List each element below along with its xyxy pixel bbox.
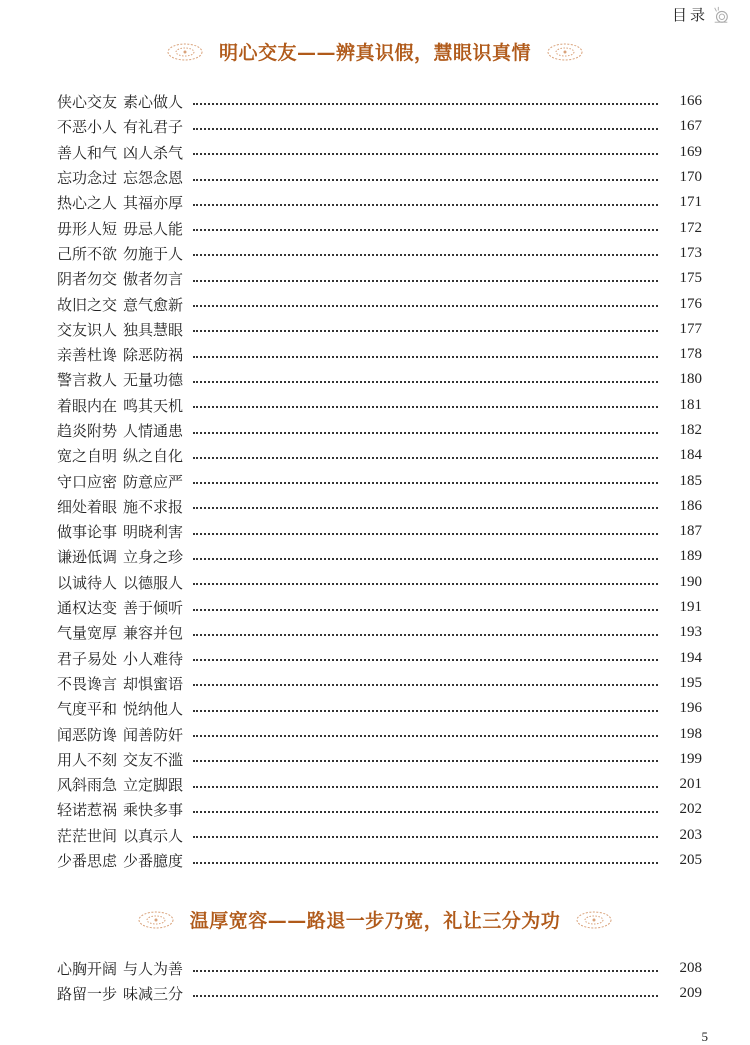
dot-leader — [193, 558, 658, 560]
dot-leader — [193, 659, 658, 661]
dot-leader — [193, 229, 658, 231]
entry-page-number: 170 — [679, 169, 702, 186]
entry-page-number: 181 — [679, 396, 702, 413]
entry-title-part2: 其福亦厚 — [123, 194, 184, 213]
toc-entry[interactable] — [57, 797, 702, 822]
entry-title-part1: 用人不刻 — [57, 750, 118, 769]
dot-leader — [193, 103, 658, 105]
entry-title-part1: 细处着眼 — [57, 497, 118, 516]
entry-title-part2: 素心做人 — [123, 93, 184, 112]
entry-title-part1: 气度平和 — [57, 700, 118, 719]
entry-page-number: 186 — [679, 497, 702, 514]
entry-title-part1: 风斜雨急 — [57, 776, 118, 795]
entry-title-part2: 善于倾听 — [123, 599, 184, 618]
toc-entry[interactable] — [57, 494, 702, 519]
toc-entry[interactable] — [57, 747, 702, 772]
entry-title-part1: 善人和气 — [57, 143, 118, 162]
entry-title-part1: 忘功念过 — [57, 169, 118, 188]
dot-leader — [193, 457, 658, 459]
entry-title-part1: 警言救人 — [57, 371, 118, 390]
entry-title-part2: 凶人杀气 — [123, 143, 184, 162]
dot-leader — [193, 811, 658, 813]
toc-entry[interactable] — [57, 823, 702, 848]
entry-title-part1: 轻诺惹祸 — [57, 801, 118, 820]
toc-entry[interactable] — [57, 519, 702, 544]
toc-entry[interactable] — [57, 468, 702, 493]
entry-title-part2: 傲者勿言 — [123, 270, 184, 289]
dot-leader — [193, 684, 658, 686]
toc-entry[interactable] — [57, 317, 702, 342]
toc-entry[interactable] — [57, 443, 702, 468]
entry-title-part2: 意气愈新 — [123, 295, 184, 314]
dot-leader — [193, 583, 658, 585]
toc-entry[interactable] — [57, 772, 702, 797]
entry-title-part2: 立定脚跟 — [123, 776, 184, 795]
section-heading-1 — [0, 38, 750, 65]
toc-entry[interactable] — [57, 418, 702, 443]
dot-leader — [193, 710, 658, 712]
entry-title-part2: 以德服人 — [123, 573, 184, 592]
toc-entry[interactable] — [57, 165, 702, 190]
toc-entry[interactable] — [57, 620, 702, 645]
entry-title-part2: 以真示人 — [123, 826, 184, 845]
entry-page-number: 173 — [679, 244, 702, 261]
entry-page-number: 176 — [679, 295, 702, 312]
dot-leader — [193, 482, 658, 484]
entry-title-part2: 与人为善 — [123, 960, 184, 979]
toc-entry[interactable] — [57, 367, 702, 392]
entry-title-part1: 阴者勿交 — [57, 270, 118, 289]
entry-title-part2: 忘怨念恩 — [123, 169, 184, 188]
dot-leader — [193, 305, 658, 307]
entry-title-part1: 热心之人 — [57, 194, 118, 213]
entry-page-number: 201 — [679, 776, 702, 793]
entry-title-part1: 守口应密 — [57, 472, 118, 491]
dot-leader — [193, 254, 658, 256]
entry-title-part1: 少番思虑 — [57, 852, 118, 871]
entry-page-number: 172 — [679, 219, 702, 236]
entry-title-part1: 不畏谗言 — [57, 674, 118, 693]
entry-page-number: 180 — [679, 371, 702, 388]
entry-title-part1: 气量宽厚 — [57, 624, 118, 643]
entry-title-part1: 做事论事 — [57, 523, 118, 542]
entry-page-number: 175 — [679, 270, 702, 287]
section-title: 明心交友——辨真识假，慧眼识真情 — [218, 42, 531, 64]
dot-leader — [193, 634, 658, 636]
ornament-left-icon — [136, 908, 176, 932]
dot-leader — [193, 406, 658, 408]
dot-leader — [193, 735, 658, 737]
toc-entry[interactable] — [57, 190, 702, 215]
ornament-right-icon — [574, 908, 614, 932]
entry-title-part1: 君子易处 — [57, 649, 118, 668]
dot-leader — [193, 381, 658, 383]
dot-leader — [193, 330, 658, 332]
entry-title-part2: 独具慧眼 — [123, 320, 184, 339]
toc-entry[interactable] — [57, 544, 702, 569]
entry-page-number: 169 — [679, 143, 702, 160]
entry-page-number: 182 — [679, 422, 702, 438]
dot-leader — [193, 760, 658, 762]
entry-title-part1: 毋形人短 — [57, 219, 118, 238]
page-number: 5 — [701, 1029, 708, 1044]
entry-title-part2: 无量功德 — [123, 371, 184, 390]
entry-page-number: 167 — [679, 118, 702, 135]
entry-title-part2: 乘快多事 — [123, 801, 184, 820]
entry-title-part2: 立身之珍 — [123, 548, 184, 567]
entry-page-number: 189 — [679, 548, 702, 565]
entry-title-part1: 宽之自明 — [57, 447, 118, 466]
entry-title-part1: 着眼内在 — [57, 396, 118, 415]
entry-page-number: 166 — [679, 93, 702, 110]
entry-page-number: 171 — [679, 194, 702, 211]
dot-leader — [193, 128, 658, 130]
entry-title-part2: 防意应严 — [123, 472, 184, 491]
entry-title-part2: 交友不滥 — [123, 750, 184, 769]
dot-leader — [193, 533, 658, 535]
section-title: 温厚宽容——路退一步乃宽，礼让三分为功 — [189, 910, 561, 932]
entry-title-part2: 味减三分 — [123, 985, 184, 1004]
entry-page-number: 184 — [679, 447, 702, 464]
entry-title-part2: 悦纳他人 — [123, 700, 184, 719]
toc-entry[interactable] — [57, 393, 702, 418]
entry-title-part2: 明晓利害 — [123, 523, 184, 542]
entry-page-number: 196 — [679, 700, 702, 717]
toc-entry[interactable] — [57, 721, 702, 746]
ornament-left-icon — [165, 40, 205, 64]
toc-entry[interactable] — [57, 266, 702, 291]
dot-leader — [193, 356, 658, 358]
toc-entry[interactable] — [57, 215, 702, 240]
toc-entry[interactable] — [57, 241, 702, 266]
toc-list — [57, 956, 702, 1007]
entry-title-part1: 不恶小人 — [57, 118, 118, 137]
entry-title-part1: 路留一步 — [57, 985, 118, 1004]
toc-entry[interactable] — [57, 342, 702, 367]
entry-title-part2: 勿施于人 — [123, 244, 184, 263]
toc-entry[interactable] — [57, 671, 702, 696]
toc-entry[interactable] — [57, 956, 702, 981]
entry-title-part2: 少番臆度 — [123, 852, 184, 871]
entry-page-number: 190 — [679, 573, 702, 590]
entry-title-part2: 兼容并包 — [123, 624, 184, 643]
entry-title-part2: 施不求报 — [123, 497, 184, 516]
entry-page-number: 208 — [679, 960, 702, 977]
dot-leader — [193, 280, 658, 282]
entry-title-part2: 小人难待 — [123, 649, 184, 668]
entry-page-number: 191 — [679, 599, 702, 616]
entry-page-number: 205 — [679, 852, 702, 869]
dot-leader — [193, 836, 658, 838]
toc-entry[interactable] — [57, 140, 702, 165]
toc-entry[interactable] — [57, 646, 702, 671]
dot-leader — [193, 970, 658, 972]
entry-page-number: 199 — [679, 750, 702, 767]
toc-entry[interactable] — [57, 114, 702, 139]
section-heading-2 — [0, 906, 750, 933]
entry-page-number: 185 — [679, 472, 702, 489]
entry-page-number: 178 — [679, 346, 702, 363]
dot-leader — [193, 507, 658, 509]
entry-title-part2: 毋忌人能 — [123, 219, 184, 238]
toc-entry[interactable] — [57, 981, 702, 1006]
entry-title-part1: 侠心交友 — [57, 93, 118, 112]
running-head — [672, 4, 730, 25]
toc-entry[interactable] — [57, 696, 702, 721]
dot-leader — [193, 153, 658, 155]
entry-title-part1: 趋炎附势 — [57, 422, 118, 440]
entry-title-part1: 以诚待人 — [57, 573, 118, 592]
entry-title-part2: 闻善防奸 — [123, 725, 184, 744]
entry-page-number: 195 — [679, 674, 702, 691]
toc-list — [57, 89, 702, 873]
entry-title-part1: 己所不欲 — [57, 244, 118, 263]
running-title: 目录 — [671, 6, 708, 24]
entry-title-part1: 茫茫世间 — [57, 826, 118, 845]
dot-leader — [193, 862, 658, 864]
entry-page-number: 198 — [679, 725, 702, 742]
toc-entry[interactable] — [57, 595, 702, 620]
entry-title-part1: 故旧之交 — [57, 295, 118, 314]
entry-title-part1: 心胸开阔 — [57, 960, 118, 979]
entry-title-part2: 人情通患 — [123, 422, 184, 440]
dot-leader — [193, 179, 658, 181]
dot-leader — [193, 786, 658, 788]
dot-leader — [193, 204, 658, 206]
toc-entry[interactable] — [57, 570, 702, 595]
entry-title-part2: 除恶防祸 — [123, 346, 184, 365]
entry-title-part2: 纵之自化 — [123, 447, 184, 466]
entry-title-part2: 却惧蜜语 — [123, 674, 184, 693]
entry-page-number: 194 — [679, 649, 702, 666]
toc-entry[interactable] — [57, 291, 702, 316]
toc-entry[interactable] — [57, 89, 702, 114]
dot-leader — [193, 432, 658, 434]
entry-title-part2: 鸣其天机 — [123, 396, 184, 415]
entry-page-number: 209 — [679, 985, 702, 1002]
entry-page-number: 203 — [679, 826, 702, 843]
entry-page-number: 193 — [679, 624, 702, 641]
entry-title-part2: 有礼君子 — [123, 118, 184, 137]
entry-title-part1: 交友识人 — [57, 320, 118, 339]
dot-leader — [193, 995, 658, 997]
toc-entry[interactable] — [57, 848, 702, 873]
ornament-right-icon — [545, 40, 585, 64]
entry-title-part1: 亲善杜谗 — [57, 346, 118, 365]
dot-leader — [193, 609, 658, 611]
entry-title-part1: 谦逊低调 — [57, 548, 118, 567]
entry-title-part1: 通权达变 — [57, 599, 118, 618]
entry-page-number: 202 — [679, 801, 702, 818]
snail-icon — [712, 6, 730, 24]
entry-title-part1: 闻恶防谗 — [57, 725, 118, 744]
entry-page-number: 177 — [679, 320, 702, 337]
entry-page-number: 187 — [679, 523, 702, 540]
